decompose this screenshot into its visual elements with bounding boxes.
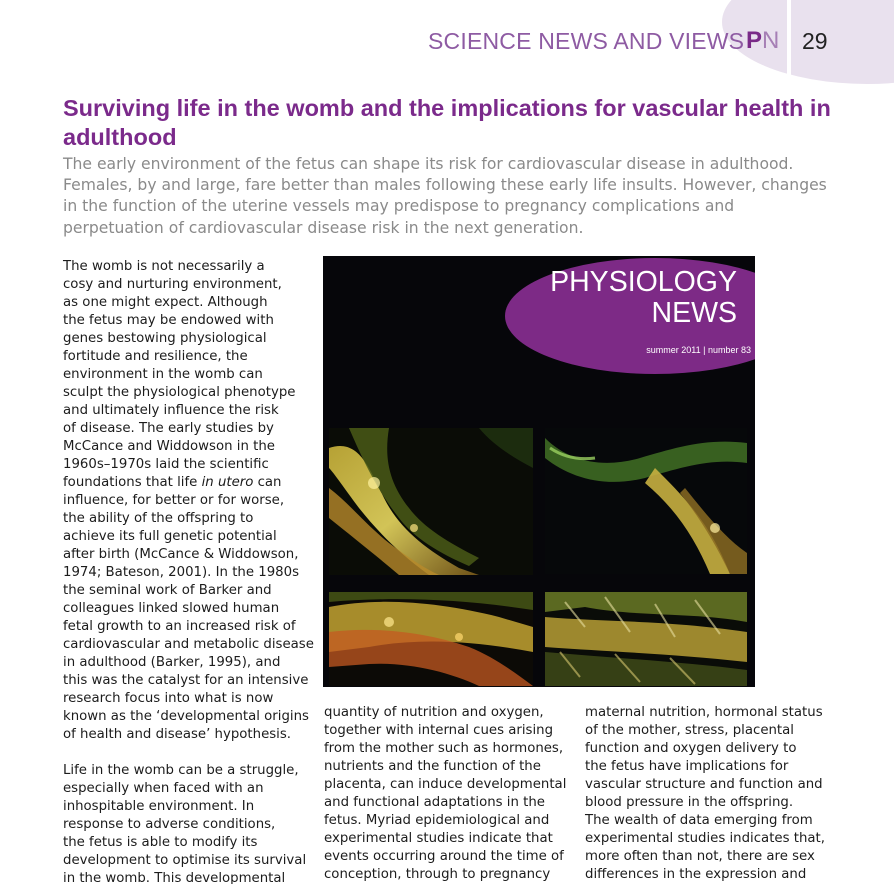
text-segment: can bbox=[253, 475, 282, 490]
text-line: after birth (McCance & Widdowson, bbox=[63, 547, 299, 562]
body-paragraph-1 bbox=[63, 258, 313, 744]
text-line: differences in the expression and bbox=[585, 867, 807, 882]
micrograph-top-right bbox=[545, 428, 747, 574]
text-line bbox=[63, 474, 313, 492]
text-line: achieve its full genetic potential bbox=[63, 529, 277, 544]
body-column-1 bbox=[63, 258, 313, 884]
text-line: sculpt the physiological phenotype bbox=[63, 385, 296, 400]
text-line: quantity of nutrition and oxygen, bbox=[324, 705, 544, 720]
text-line: The womb is not necessarily a bbox=[63, 259, 265, 274]
pn-logo bbox=[746, 27, 779, 55]
text-line: development to optimise its survival bbox=[63, 853, 307, 868]
pn-logo-n: N bbox=[762, 27, 780, 54]
article-standfirst: The early environment of the fetus can shape its risk for cardiovascular disease in adulthood. Females, by and large, fare better than males following these early life insults. However, changes in the function of the uterine vessels may predispose to pregnancy complications and perpetuation of cardiovascular disease risk in the next generation. bbox=[63, 155, 827, 237]
text-line: genes bestowing physiological bbox=[63, 331, 267, 346]
micrograph-top-left bbox=[329, 428, 533, 575]
text-line: fortitude and resilience, the bbox=[63, 349, 248, 364]
text-line: especially when faced with an bbox=[63, 781, 264, 796]
text-line: blood pressure in the offspring. bbox=[585, 795, 794, 810]
text-line: in adulthood (Barker, 1995), and bbox=[63, 655, 281, 670]
cover-title bbox=[550, 267, 737, 329]
cover-title-line-2: NEWS bbox=[651, 297, 737, 329]
cover-title-line-1: PHYSIOLOGY bbox=[550, 266, 737, 298]
text-line: 1974; Bateson, 2001). In the 1980s bbox=[63, 565, 300, 580]
text-line: known as the ‘developmental origins bbox=[63, 709, 309, 724]
text-line: the fetus have implications for bbox=[585, 759, 789, 774]
text-line: together with internal cues arising bbox=[324, 723, 554, 738]
body-column-2 bbox=[324, 704, 572, 884]
text-line: placenta, can induce developmental bbox=[324, 777, 567, 792]
text-line: research focus into what is now bbox=[63, 691, 274, 706]
text-line: maternal nutrition, hormonal status bbox=[585, 705, 823, 720]
text-line: more often than not, there are sex bbox=[585, 849, 815, 864]
text-line: from the mother such as hormones, bbox=[324, 741, 564, 756]
text-line: of disease. The early studies by bbox=[63, 421, 274, 436]
text-line: the seminal work of Barker and bbox=[63, 583, 272, 598]
text-line: 1960s–1970s laid the scientific bbox=[63, 457, 269, 472]
text-line: environment in the womb can bbox=[63, 367, 263, 382]
header-divider bbox=[787, 0, 791, 84]
page-number: 29 bbox=[802, 28, 828, 54]
text-line: fetal growth to an increased risk of bbox=[63, 619, 296, 634]
text-line: inhospitable environment. In bbox=[63, 799, 255, 814]
cover-issue-label: summer 2011 | number 83 bbox=[646, 345, 751, 355]
text-line: as one might expect. Although bbox=[63, 295, 268, 310]
text-line: influence, for better or for worse, bbox=[63, 493, 285, 508]
text-line: in the womb. This developmental bbox=[63, 871, 286, 884]
text-line: of health and disease’ hypothesis. bbox=[63, 727, 292, 742]
text-segment: foundations that life bbox=[63, 475, 202, 490]
text-line: fetus. Myriad epidemiological and bbox=[324, 813, 550, 828]
text-line: vascular structure and function and bbox=[585, 777, 823, 792]
text-line: response to adverse conditions, bbox=[63, 817, 276, 832]
body-paragraph-4 bbox=[585, 704, 835, 884]
micrograph-bottom-right bbox=[545, 592, 747, 686]
text-line: of the mother, stress, placental bbox=[585, 723, 794, 738]
text-line: function and oxygen delivery to bbox=[585, 741, 797, 756]
text-line: experimental studies indicate that bbox=[324, 831, 553, 846]
text-line: and ultimately influence the risk bbox=[63, 403, 279, 418]
text-line: conception, through to pregnancy bbox=[324, 867, 551, 882]
text-line: the fetus may be endowed with bbox=[63, 313, 274, 328]
article-title: Surviving life in the womb and the implications for vascular health in adulthood bbox=[63, 95, 831, 150]
micrograph-bottom-left bbox=[329, 592, 533, 686]
body-column-3 bbox=[585, 704, 835, 884]
body-paragraph-2 bbox=[63, 762, 313, 884]
text-line: and functional adaptations in the bbox=[324, 795, 545, 810]
text-line: experimental studies indicates that, bbox=[585, 831, 825, 846]
physiology-news-cover-image bbox=[323, 256, 755, 687]
text-line: nutrients and the function of the bbox=[324, 759, 541, 774]
section-title: SCIENCE NEWS AND VIEWS bbox=[428, 28, 745, 54]
pn-logo-p: P bbox=[746, 27, 763, 54]
body-paragraph-3 bbox=[324, 704, 572, 884]
text-line: the fetus is able to modify its bbox=[63, 835, 258, 850]
text-line: colleagues linked slowed human bbox=[63, 601, 280, 616]
text-line: The wealth of data emerging from bbox=[585, 813, 813, 828]
text-line: cosy and nurturing environment, bbox=[63, 277, 282, 292]
text-line: McCance and Widdowson in the bbox=[63, 439, 275, 454]
text-line: the ability of the offspring to bbox=[63, 511, 254, 526]
text-line: cardiovascular and metabolic disease bbox=[63, 637, 314, 652]
text-line: Life in the womb can be a struggle, bbox=[63, 763, 299, 778]
italic-term: in utero bbox=[201, 475, 254, 490]
text-line: this was the catalyst for an intensive bbox=[63, 673, 309, 688]
text-line: events occurring around the time of bbox=[324, 849, 564, 864]
